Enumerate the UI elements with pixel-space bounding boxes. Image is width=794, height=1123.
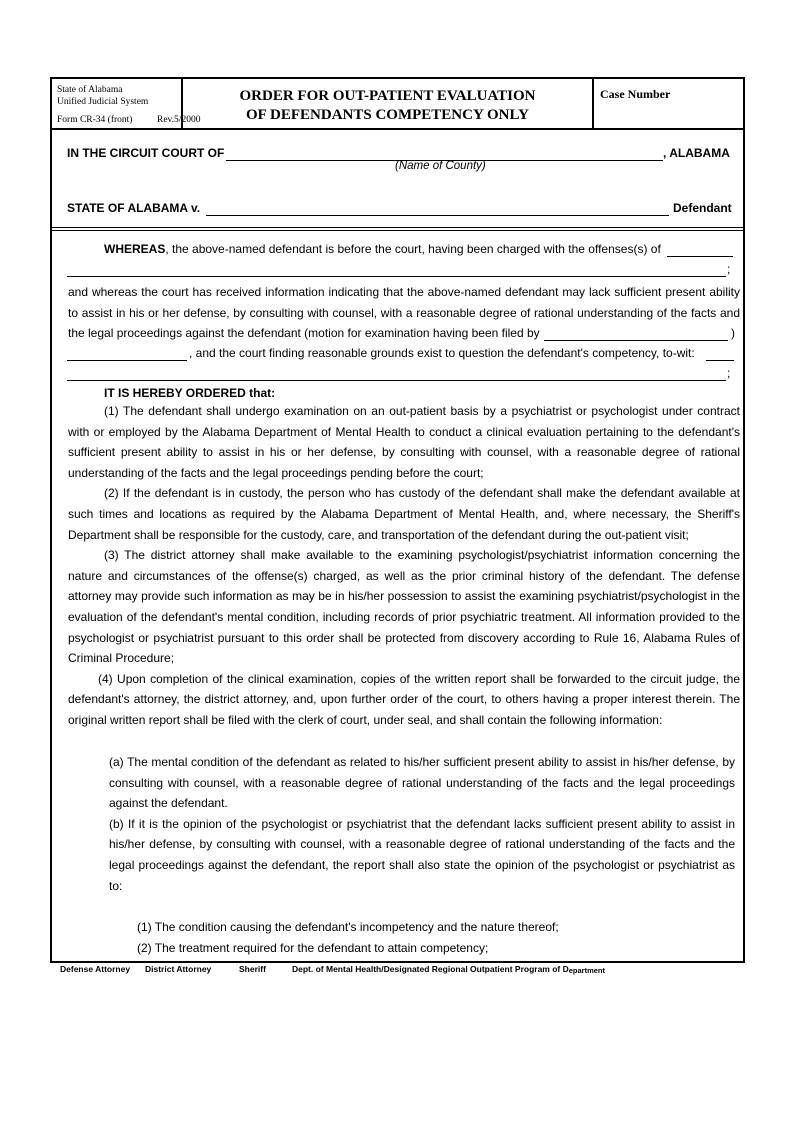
- form-id: Form CR-34 (front): [57, 115, 133, 125]
- state-v-label: STATE OF ALABAMA v.: [67, 201, 201, 215]
- offenses-field-cont[interactable]: [67, 262, 726, 277]
- dist-mental-health: [292, 964, 605, 974]
- whereas-bold: WHEREAS: [104, 242, 166, 256]
- system-label: Unified Judicial System: [57, 97, 149, 107]
- order-form: [50, 77, 745, 963]
- alabama-label: , ALABAMA: [663, 146, 730, 160]
- to-wit-semicolon: ;: [727, 366, 731, 380]
- defendant-name-field[interactable]: [206, 201, 669, 216]
- requirement-b: (b) If it is the opinion of the psychologist or psychiatrist that the defendant lacks sufficient present ability to assist in his/her defense, by consulting with counsel, with a reasonable degree of rational understanding of the facts and the legal proceedings against the defendant, the report shall also state the opinion of the psychologist or psychiatrist as to:: [109, 816, 735, 893]
- motion-filed-by-field-cont[interactable]: [67, 346, 187, 361]
- to-wit-field-cont[interactable]: [67, 366, 726, 381]
- form-title-line1: ORDER FOR OUT-PATIENT EVALUATION: [239, 88, 536, 104]
- circuit-court-label: IN THE CIRCUIT COURT OF: [67, 146, 225, 160]
- order-items: [68, 401, 740, 731]
- dist-sheriff: Sheriff: [239, 964, 266, 974]
- whereas-continuation: and whereas the court has received information indicating that the above-named defendant may lack sufficient present ability to assist in his or her defense, by consulting with counsel, with a reasonable degree of rational understanding of the facts and the legal proceedings against the defendant (motion for examination having been filed by: [68, 285, 740, 341]
- requirement-b-2: (2) The treatment required for the defendant to attain competency;: [137, 940, 489, 955]
- whereas-line1: [104, 242, 661, 256]
- section-double-rule: [52, 227, 743, 231]
- header-divider: [52, 128, 743, 130]
- form-revision: Rev.5/2000: [157, 115, 201, 125]
- requirement-b-items: [137, 917, 735, 958]
- order-item-2: (2) If the defendant is in custody, the person who has custody of the defendant shall make the defendant available at such times and locations as required by the Alabama Department of Mental Health, and, where necessary, the Sheriff's Department shall be responsible for the custody, care, and transportation of the defendant during the out-patient visit;: [68, 486, 740, 542]
- order-item-4: (4) Upon completion of the clinical examination, copies of the written report shall be forwarded to the circuit judge, the defendant's attorney, the district attorney, and, upon further order of the court, to others having a proper interest therein. The original written report shall be filed with the clerk of court, under seal, and shall contain the following information:: [68, 671, 740, 727]
- requirement-b-1: (1) The condition causing the defendant's incompetency and the nature thereof;: [137, 920, 559, 934]
- to-wit-field[interactable]: [706, 346, 734, 361]
- report-requirements: [109, 752, 735, 896]
- order-item-3: (3) The district attorney shall make available to the examining psychologist/psychiatrist information concerning the nature and circumstances of the offense(s) charged, as well as the prior criminal history of the defendant. The defense attorney may provide such information as may be in his/her possession to assist the examining psychiatrist/psychologist in the evaluation of the defendant's mental condition, including records of prior psychiatric treatment. All information provided to the psychologist or psychiatrist pursuant to this order shall be protected from discovery according to Rule 16, Alabama Rules of Criminal Procedure;: [68, 548, 740, 666]
- requirement-a: (a) The mental condition of the defendant as related to his/her sufficient present ability to assist in his/her defense, by consulting with counsel, with a reasonable degree of rational understanding of the facts and the legal proceedings against the defendant.: [109, 755, 735, 811]
- county-caption: (Name of County): [395, 160, 486, 172]
- whereas-text: , the above-named defendant is before the court, having been charged with the offenses(s) of: [165, 242, 661, 256]
- motion-filed-by-field[interactable]: [544, 326, 728, 341]
- dist-defense-attorney: Defense Attorney: [60, 964, 131, 974]
- dist-mental-health-main: Dept. of Mental Health/Designated Regional Outpatient Program of D: [292, 964, 569, 974]
- order-item-1: (1) The defendant shall undergo examination on an out-patient basis by a psychiatrist or psychologist under contract with or employed by the Alabama Department of Mental Health to conduct a clinical evaluation pertaining to the defendant's sufficient present ability to assist in his or her defense, by consulting with counsel, with a reasonable degree of rational understanding of the facts and the legal proceedings pending before the court;: [68, 404, 740, 480]
- ordered-heading: IT IS HEREBY ORDERED that:: [104, 386, 276, 400]
- header-divider-right: [592, 79, 594, 128]
- defendant-label: Defendant: [673, 201, 732, 215]
- dist-district-attorney: District Attorney: [145, 964, 212, 974]
- form-title-line2: OF DEFENDANTS COMPETENCY ONLY: [246, 107, 529, 123]
- case-number-label: Case Number: [600, 87, 671, 101]
- dist-mental-health-tail: epartment: [568, 966, 606, 975]
- offenses-semicolon: ;: [727, 262, 731, 276]
- offenses-field[interactable]: [667, 242, 733, 257]
- competency-finding: , and the court finding reasonable grounds exist to question the defendant's competency, to-wit:: [189, 346, 695, 360]
- motion-close-paren: ): [731, 326, 735, 340]
- state-label: State of Alabama: [57, 85, 123, 95]
- case-number-field[interactable]: [597, 105, 739, 125]
